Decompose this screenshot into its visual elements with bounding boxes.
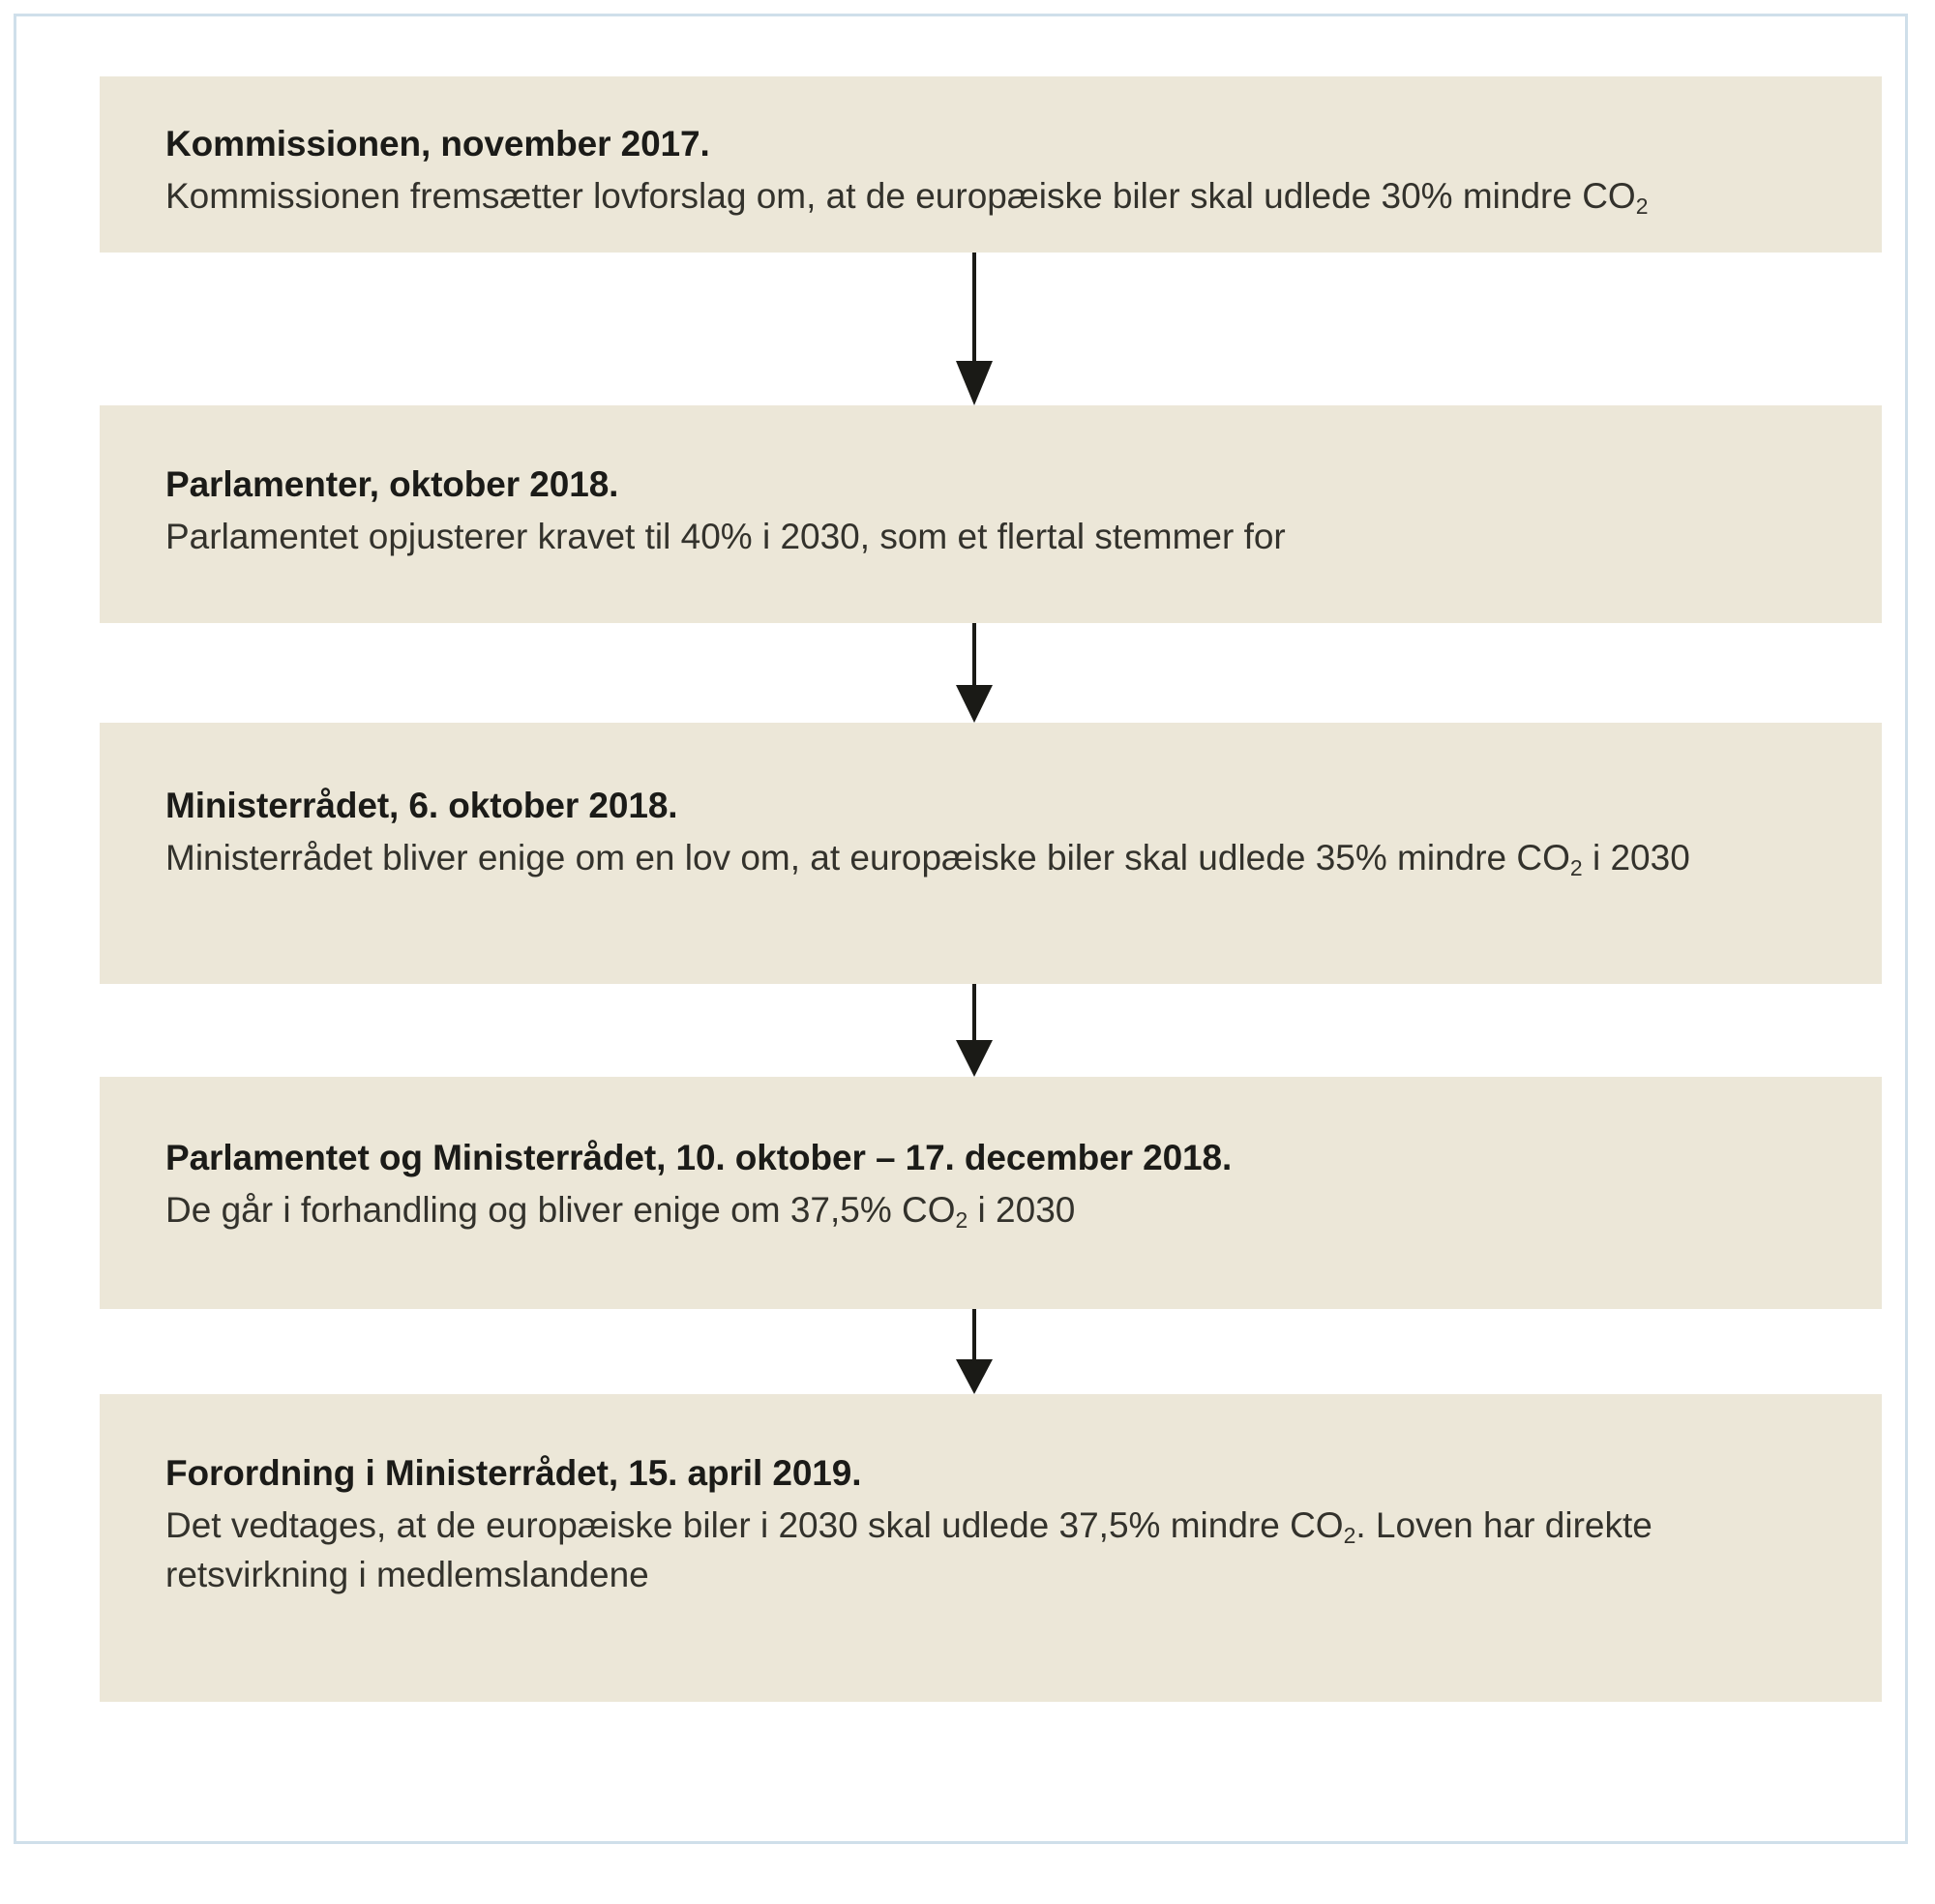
flow-stage-title: Parlamentet og Ministerrådet, 10. oktober – 17. december 2018.: [165, 1138, 1233, 1177]
flow-stage-title: Kommissionen, november 2017.: [165, 124, 710, 164]
flow-stage-content: [165, 461, 1843, 561]
flow-stage-forordning: [100, 1394, 1882, 1702]
flow-stage-content: [165, 1135, 1843, 1235]
flow-stage-body: [165, 1185, 1843, 1235]
flow-stage-body: [165, 512, 1843, 561]
flow-stage-content: [165, 783, 1843, 882]
flow-stage-body-pre: Kommissionen fremsætter lovforslag om, at de europæiske biler skal udlede 30% mindre CO: [165, 176, 1636, 217]
flow-stage-body-post: i 2030: [1582, 838, 1690, 878]
figure-frame: [14, 14, 1908, 1844]
flow-stage-title: Forordning i Ministerrådet, 15. april 2019.: [165, 1453, 862, 1493]
down-arrow-icon: [936, 253, 1013, 405]
flow-stage-parlamentet-og-ministerraadet: [100, 1077, 1882, 1309]
flow-stage-body-post: i 2030: [968, 1190, 1076, 1231]
flow-stage-body-pre: Det vedtages, at de europæiske biler i 2030 skal udlede 37,5% mindre CO: [165, 1505, 1344, 1546]
flow-stage-content: [165, 1450, 1843, 1599]
flow-stage-content: [165, 121, 1843, 221]
down-arrow-icon: [936, 1309, 1013, 1394]
flow-stage-body: [165, 171, 1843, 221]
flow-stage-body-subscript: 2: [1635, 193, 1649, 219]
flow-stage-body-subscript: 2: [1343, 1522, 1356, 1548]
flow-stage-body-subscript: 2: [955, 1206, 968, 1233]
flow-stage-body-pre: De går i forhandling og bliver enige om 37,5% CO: [165, 1190, 956, 1231]
flow-stage-body-post: . Loven har direkte retsvirkning i medlemslandene: [165, 1505, 1652, 1595]
flow-stage-kommissionen: [100, 76, 1882, 253]
flow-stage-body-pre: Parlamentet opjusterer kravet til 40% i 2030, som et flertal stemmer for: [165, 517, 1286, 557]
flow-stage-body: [165, 1501, 1843, 1599]
flow-stage-body-pre: Ministerrådet bliver enige om en lov om, at europæiske biler skal udlede 35% mindre CO: [165, 838, 1570, 878]
flow-stage-ministerraadet: [100, 723, 1882, 984]
flow-stage-body-subscript: 2: [1569, 854, 1583, 880]
flow-stage-body: [165, 833, 1843, 882]
flow-stage-title: Ministerrådet, 6. oktober 2018.: [165, 786, 678, 825]
flow-stage-parlamenter: [100, 405, 1882, 623]
down-arrow-icon: [936, 623, 1013, 723]
flow-stage-title: Parlamenter, oktober 2018.: [165, 464, 619, 504]
down-arrow-icon: [936, 984, 1013, 1077]
